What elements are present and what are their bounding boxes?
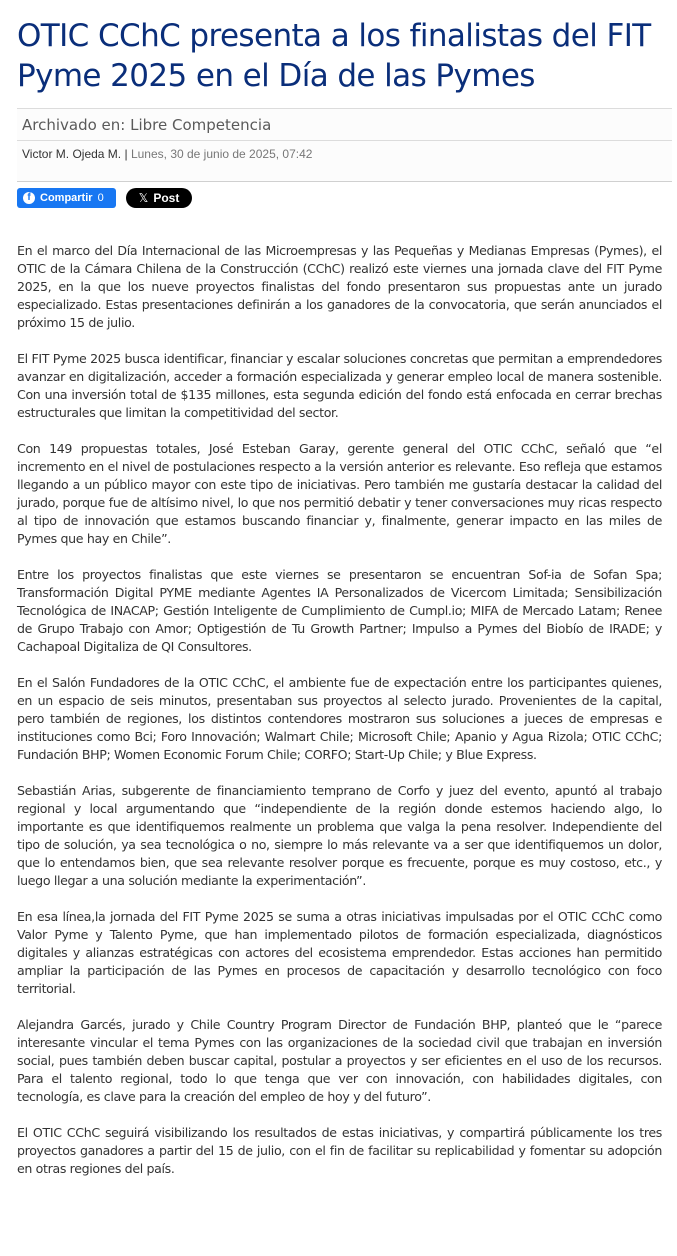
article-title: OTIC CChC presenta a los finalistas del FIT Pyme 2025 en el Día de las Pymes [17,18,651,94]
x-post-button[interactable] [126,188,192,208]
article-paragraph: Sebastián Arias, subgerente de financiamiento temprano de Corfo y juez del evento, apuntó al trabajo regional y local argumentando que “independiente de la región donde estemos haciendo algo, lo importante es que identifiquemos realmente un problema que valga la pena resolver. Independiente del tipo de solución, ya sea tecnológica o no, siempre lo más relevante va a ser que identifiquemos un dolor, que lo entendamos bien, que sea relevante resolver porque es frecuente, porque es muy costoso, etc., y luego llegar a una solución mediante la experimentación”. [17,783,662,888]
byline [17,141,672,181]
share-bar [17,188,677,208]
article-paragraph: Entre los proyectos finalistas que este viernes se presentaron se encuentran Sof-ia de Sofan Spa; Transformación Digital PYME mediante Agentes IA Personalizados de Vicercom Limitada; Sensibilización Tecnológica de INACAP; Gestión Inteligente de Cumplimiento de Cumpl.io; MIFA de Mercado Latam; Renee de Grupo Trabajo con Amor; Optigestión de Tu Growth Partner; Impulso a Pymes del Biobío de IRADE; y Cachapoal Digitaliza de QI Consultores. [17,567,662,654]
article-paragraph: El OTIC CChC seguirá visibilizando los resultados de estas iniciativas, y compartirá públicamente los tres proyectos ganadores a partir del 15 de julio, con el fin de facilitar su replicabilidad y fomentar su adopción en otras regiones del país. [17,1125,662,1176]
byline-separator: | [124,147,128,161]
author-name: Victor M. Ojeda M. [22,147,122,161]
facebook-share-button[interactable] [17,188,116,208]
article-paragraph: Alejandra Garcés, jurado y Chile Country Program Director de Fundación BHP, planteó que le “parece interesante vincular el tema Pymes con las organizaciones de la sociedad civil que trabajan en inversión social, pues también deben buscar capital, postular a proyectos y ser eficientes en el uso de los recursos. Para el talento regional, todo lo que tenga que ver con innovación, con habilidades digitales, con tecnología, es clave para la creación del empleo de hoy y del futuro”. [17,1017,662,1104]
article-body [17,242,662,1178]
article-paragraph: En esa línea,la jornada del FIT Pyme 2025 se suma a otras iniciativas impulsadas por el OTIC CChC como Valor Pyme y Talento Pyme, que han implementado pilotos de formación especializada, diagnósticos digitales y alianzas estratégicas con actores del ecosistema emprendedor. Estas acciones han permitido ampliar la participación de las Pymes en procesos de capacitación y desarrollo tecnológico con foco territorial. [17,909,662,996]
article-paragraph: El FIT Pyme 2025 busca identificar, financiar y escalar soluciones concretas que permitan a emprendedores avanzar en digitalización, acceder a formación especializada y generar empleo local de manera sostenible. Con una inversión total de $135 millones, esta segunda edición del fondo está enfocada en cerrar brechas estructurales que limitan la competitividad del sector. [17,351,662,420]
x-post-label: Post [153,191,180,205]
x-logo-icon: 𝕏 [138,191,149,205]
archived-label: Archivado en: [22,116,126,134]
article-meta [17,108,672,182]
category-link[interactable]: Libre Competencia [130,116,272,134]
article-paragraph: Con 149 propuestas totales, José Esteban Garay, gerente general del OTIC CChC, señaló que “el incremento en el nivel de postulaciones respecto a la versión anterior es relevante. Eso refleja que estamos llegando a un público mayor con este tipo de iniciativas. Pero también me gustaría destacar la calidad del jurado, porque fue de altísimo nivel, lo que nos permitió debatir y tener conversaciones muy ricas respecto al tipo de innovación que estamos buscando financiar y, finalmente, generar impacto en las miles de Pymes que hay en Chile”. [17,441,662,546]
article-paragraph: En el Salón Fundadores de la OTIC CChC, el ambiente fue de expectación entre los participantes quienes, en un espacio de seis minutos, presentaban sus proyectos al selecto jurado. Provenientes de la capital, pero también de regiones, los distintos contendores mostraron sus soluciones a jueces de empresas e instituciones como Bci; Foro Innovación; Walmart Chile; Microsoft Chile; Apanio y Agua Rizola; OTIC CChC; Fundación BHP; Women Economic Forum Chile; CORFO; Start-Up Chile; y Blue Express. [17,675,662,762]
facebook-share-label: Compartir [40,192,93,204]
facebook-icon: f [23,192,35,204]
article-paragraph: En el marco del Día Internacional de las Microempresas y las Pequeñas y Medianas Empresas (Pymes), el OTIC de la Cámara Chilena de la Construcción (CChC) realizó este viernes una jornada clave del FIT Pyme 2025, en la que los nueve proyectos finalistas del fondo presentaron sus propuestas ante un jurado especializado. Estas presentaciones definirán a los ganadores de la convocatoria, que serán anunciados el próximo 15 de julio. [17,243,662,330]
publish-date: Lunes, 30 de junio de 2025, 07:42 [130,147,313,161]
facebook-share-count: 0 [97,192,104,204]
archived-in [17,109,672,141]
